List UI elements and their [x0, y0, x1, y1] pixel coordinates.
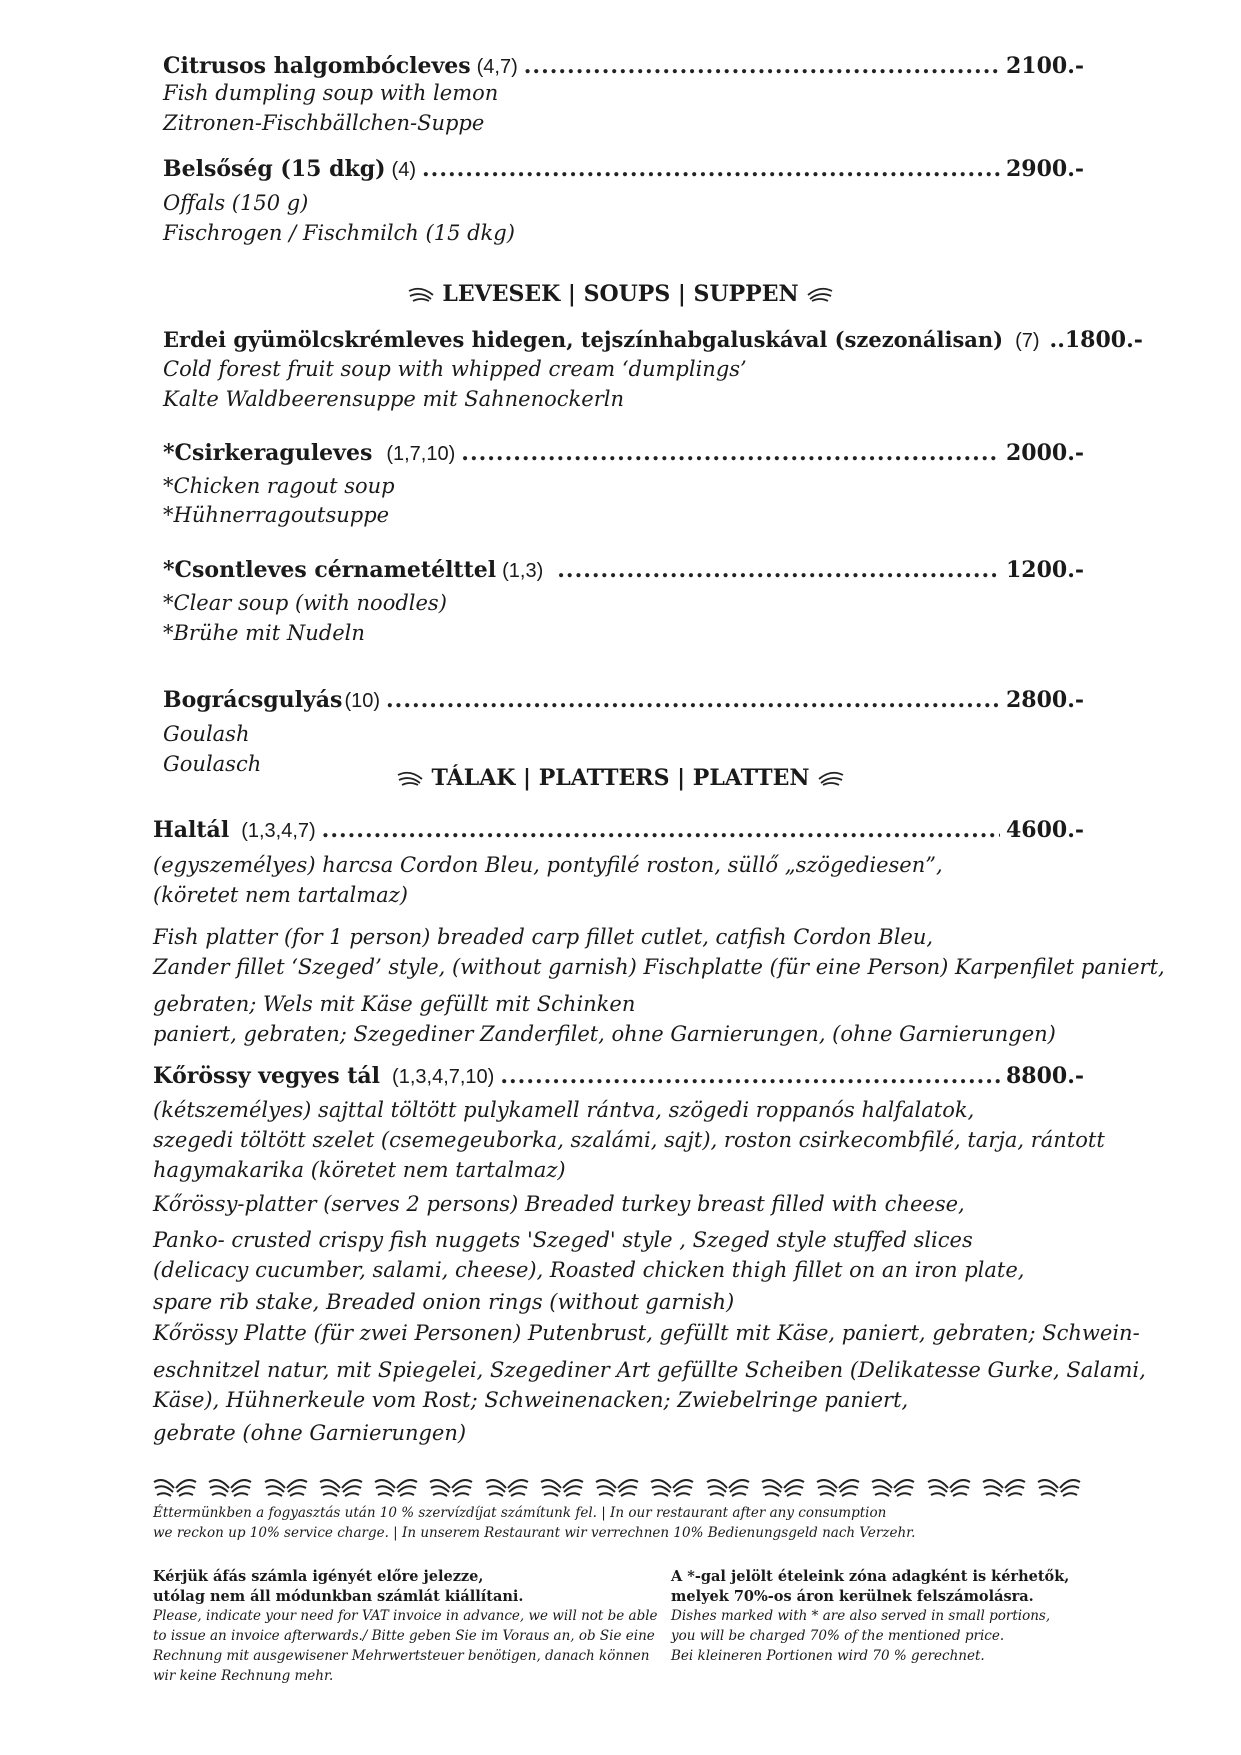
item-description: Offals (150 g) [163, 191, 309, 215]
item-description: *Chicken ragout soup [163, 474, 395, 498]
dot-leader [422, 155, 1000, 183]
item-description: (egyszemélyes) harcsa Cordon Bleu, pontyfilé roston, süllő „szögediesen”, [153, 853, 943, 877]
menu-item [153, 1062, 1084, 1091]
fish-ornament-icon [870, 1476, 916, 1500]
item-description: Cold forest fruit soup with whipped cream ‘dumplings’ [163, 357, 747, 381]
item-allergens: (4) [391, 159, 416, 181]
item-name: Erdei gyümölcskrémleves hidegen, tejszínhabgaluskával (szezonálisan) [163, 327, 1004, 352]
fish-ornament-icon [428, 1476, 474, 1500]
item-description: (delicacy cucumber, salami, cheese), Roasted chicken thigh fillet on an iron plate, [153, 1258, 1025, 1282]
item-name: *Csontleves cérnametélttel [163, 557, 497, 583]
item-price: 2000.- [1005, 440, 1084, 466]
item-allergens: (10) [344, 690, 381, 712]
menu-item [163, 686, 1084, 715]
item-name: *Csirkeraguleves [163, 440, 373, 466]
item-description: *Brühe mit Nudeln [163, 621, 365, 645]
item-name: Bográcsgulyás [163, 687, 343, 713]
fish-ornament-icon [318, 1476, 364, 1500]
item-price: 2800.- [1005, 687, 1084, 713]
item-name: Belsőség (15 dkg) [163, 156, 386, 182]
dot-leader [461, 439, 1000, 467]
fish-ornament-icon [817, 771, 845, 787]
menu-item [163, 556, 1084, 585]
item-name: Haltál [153, 817, 230, 843]
item-name: Citrusos halgombócleves [163, 53, 471, 79]
item-description: hagymakarika (köretet nem tartalmaz) [153, 1158, 566, 1182]
menu-item [163, 326, 1143, 355]
fish-ornament-icon [815, 1476, 861, 1500]
vat-note-text: wir keine Rechnung mehr. [153, 1668, 334, 1684]
menu-item [153, 816, 1084, 845]
section-heading-platters [0, 764, 1241, 792]
item-description: paniert, gebraten; Szegediner Zanderfilet, ohne Garnierungen, (ohne Garnierungen) [153, 1022, 1056, 1046]
item-description: Kőrössy Platte (für zwei Personen) Putenbrust, gefüllt mit Käse, paniert, gebraten; Schwein- [153, 1321, 1140, 1345]
item-price: 2900.- [1005, 156, 1084, 182]
service-charge-note: Éttermünkben a fogyasztás után 10 % szervízdíjat számítunk fel. | In our restaurant after any consumption [153, 1505, 887, 1521]
item-description: (kétszemélyes) sajttal töltött pulykamell rántva, szögedi roppanós halfalatok, [153, 1098, 975, 1122]
item-description: *Clear soup (with noodles) [163, 591, 447, 615]
fish-ornament-icon [806, 287, 834, 303]
dot-leader [386, 686, 1000, 714]
item-allergens: (1,3,4,7) [241, 820, 316, 842]
portion-note-text: Dishes marked with * are also served in small portions, [671, 1608, 1051, 1624]
vat-note-title: utólag nem áll módunkban számlát kiállítani. [153, 1588, 524, 1605]
portion-note-title: A *-gal jelölt ételeink zóna adagként is kérhetők, [671, 1568, 1070, 1585]
fish-ornament-icon [373, 1476, 419, 1500]
item-description: Zander fillet ‘Szeged’ style, (without garnish) Fischplatte (für eine Person) Karpenfilet paniert, [153, 955, 1165, 979]
fish-ornament-icon [207, 1476, 253, 1500]
fish-ornament-icon [152, 1476, 198, 1500]
item-price: 1200.- [1005, 557, 1084, 583]
fish-ornament-icon [539, 1476, 585, 1500]
dot-leader [322, 816, 1000, 844]
item-description: Panko- crusted crispy fish nuggets 'Szeged' style , Szeged style stuffed slices [153, 1228, 973, 1252]
fish-ornament-icon [594, 1476, 640, 1500]
fish-ornament-icon [407, 287, 435, 303]
vat-note-text: to issue an invoice afterwards./ Bitte geben Sie im Voraus an, ob Sie eine [153, 1628, 655, 1644]
portion-note-text: you will be charged 70% of the mentioned price. [671, 1628, 1005, 1644]
item-description: Kőrössy-platter (serves 2 persons) Breaded turkey breast filled with cheese, [153, 1192, 965, 1216]
portion-note-title: melyek 70%-os áron kerülnek felszámolásra. [671, 1588, 1034, 1605]
item-name: Kőrössy vegyes tál [153, 1063, 381, 1089]
fish-ornament-icon [705, 1476, 751, 1500]
item-price: 2100.- [1005, 53, 1084, 79]
fish-ornament-icon [649, 1476, 695, 1500]
item-allergens: (4,7) [476, 56, 518, 78]
item-price: 8800.- [1005, 1063, 1084, 1089]
item-price: ..1800.- [1049, 327, 1143, 353]
section-title: TÁLAK | PLATTERS | PLATTEN [431, 765, 810, 791]
dot-leader [500, 1062, 1000, 1090]
item-description: *Hühnerragoutsuppe [163, 503, 390, 527]
item-allergens: (7) [1015, 330, 1040, 352]
section-heading-soups [0, 280, 1241, 308]
item-description: spare rib stake, Breaded onion rings (without garnish) [153, 1290, 735, 1314]
section-title: LEVESEK | SOUPS | SUPPEN [442, 281, 799, 307]
item-description: Käse), Hühnerkeule vom Rost; Schweinenacken; Zwiebelringe paniert, [153, 1388, 909, 1412]
fish-ornament-icon [484, 1476, 530, 1500]
fish-ornament-icon [263, 1476, 309, 1500]
item-allergens: (1,3,4,7,10) [392, 1066, 495, 1088]
item-description: Zitronen-Fischbällchen-Suppe [163, 111, 485, 135]
menu-item [163, 52, 1084, 81]
vat-note-text: Rechnung mit ausgewisener Mehrwertsteuer benötigen, danach können [153, 1648, 650, 1664]
portion-note-text: Bei kleineren Portionen wird 70 % gerechnet. [671, 1648, 985, 1664]
item-description: gebraten; Wels mit Käse gefüllt mit Schinken [153, 992, 636, 1016]
fish-ornament-icon [396, 771, 424, 787]
item-description: szegedi töltött szelet (csemegeuborka, szalámi, sajt), roston csirkecombfilé, tarja, rántott [153, 1128, 1105, 1152]
menu-item [163, 439, 1084, 468]
fish-ornament-icon [1036, 1476, 1082, 1500]
item-description: (köretet nem tartalmaz) [153, 883, 408, 907]
item-description: Goulash [163, 722, 250, 746]
item-allergens: (1,3) [502, 560, 544, 582]
fish-ornament-icon [981, 1476, 1027, 1500]
dot-leader [557, 556, 1000, 584]
item-price: 4600.- [1005, 817, 1084, 843]
menu-item [163, 155, 1084, 184]
dot-leader [524, 52, 1000, 80]
service-charge-note: we reckon up 10% service charge. | In unserem Restaurant wir verrechnen 10% Bedienungsgeld nach Verzehr. [153, 1525, 916, 1541]
item-description: Fischrogen / Fischmilch (15 dkg) [163, 221, 515, 245]
fish-ornament-icon [760, 1476, 806, 1500]
item-description: Kalte Waldbeerensuppe mit Sahnenockerln [163, 387, 624, 411]
item-description: Goulasch [163, 752, 262, 776]
item-description: eschnitzel natur, mit Spiegelei, Szegediner Art gefüllte Scheiben (Delikatesse Gurke, Salami, [153, 1358, 1146, 1382]
ornament-border [152, 1476, 1082, 1500]
item-allergens: (1,7,10) [386, 443, 456, 465]
vat-note-text: Please, indicate your need for VAT invoice in advance, we will not be able [153, 1608, 658, 1624]
item-description: Fish dumpling soup with lemon [163, 81, 499, 105]
fish-ornament-icon [926, 1476, 972, 1500]
vat-note-title: Kérjük áfás számla igényét előre jelezze, [153, 1568, 484, 1585]
item-description: gebrate (ohne Garnierungen) [153, 1421, 467, 1445]
item-description: Fish platter (for 1 person) breaded carp fillet cutlet, catfish Cordon Bleu, [153, 925, 934, 949]
